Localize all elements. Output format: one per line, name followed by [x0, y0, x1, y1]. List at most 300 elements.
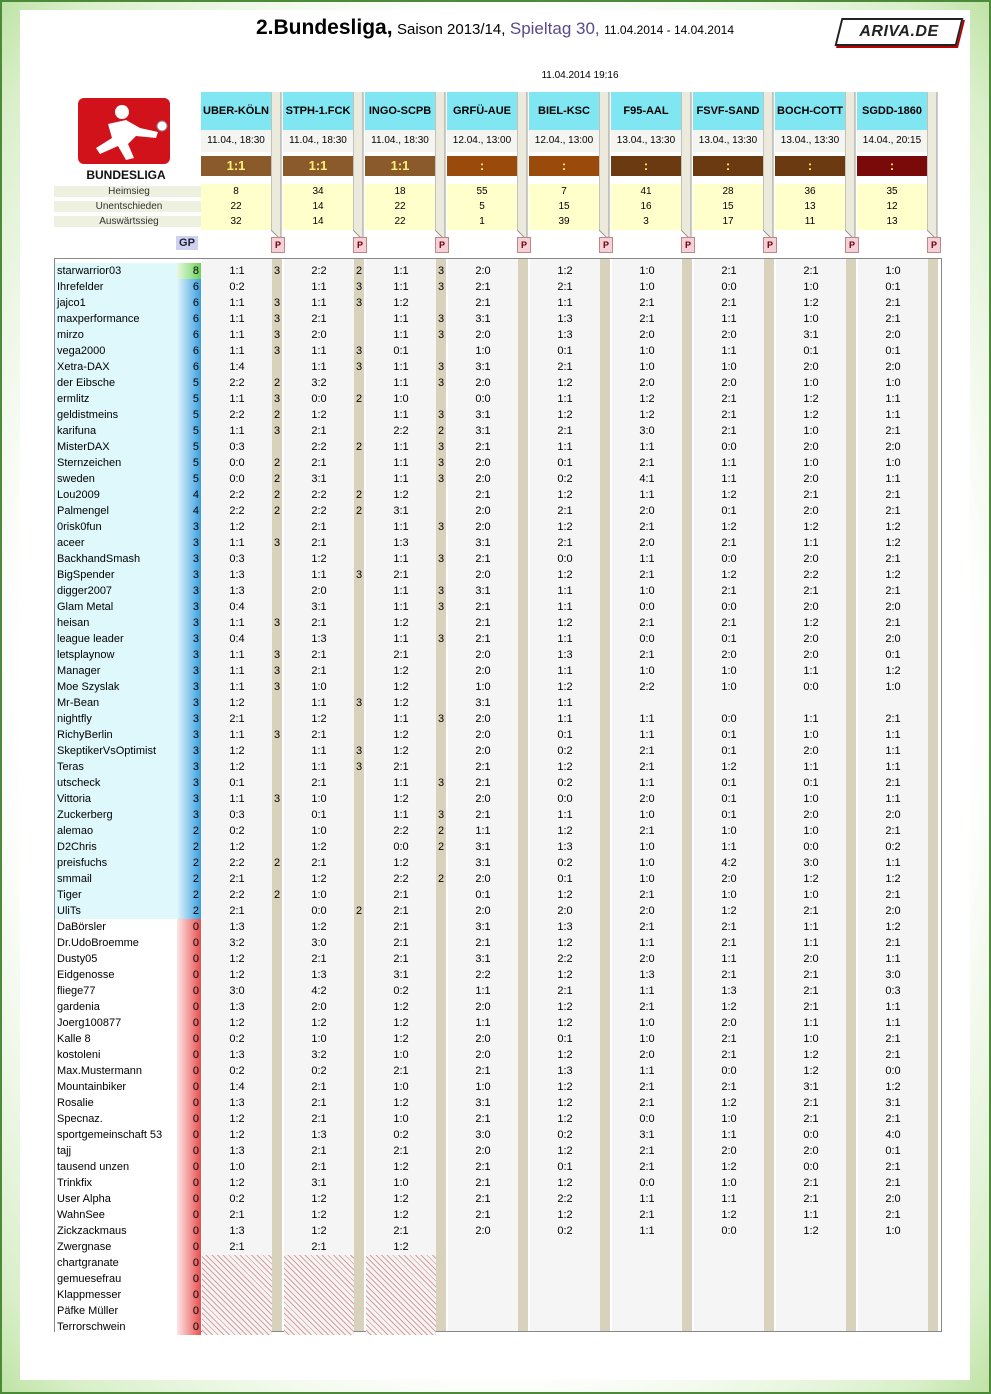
tip-cell: 2:1	[475, 777, 491, 789]
match-points-cell	[272, 1303, 282, 1319]
table-row[interactable]	[55, 935, 941, 951]
table-row[interactable]	[55, 407, 941, 423]
match-code[interactable]: UBER-KÖLN	[201, 92, 271, 130]
table-row[interactable]	[55, 1287, 941, 1303]
tip-cell: 1:2	[557, 1001, 573, 1013]
tip-cell	[858, 1287, 928, 1303]
tip-cell: 1:0	[639, 857, 655, 869]
match-points-cell	[436, 951, 446, 967]
match-points-cell: 3	[355, 297, 363, 309]
tip-cell: 1:2	[311, 1209, 327, 1221]
tip-cell: 2:1	[311, 617, 327, 629]
tip-cell: 1:1	[557, 809, 573, 821]
tip-cell	[776, 1303, 846, 1319]
tip-cell: 1:1	[885, 745, 901, 757]
match-code[interactable]: STPH-1.FCK	[283, 92, 353, 130]
match-points-cell	[436, 1063, 446, 1079]
match-code[interactable]: GRFÜ-AUE	[447, 92, 517, 130]
table-row[interactable]	[55, 727, 941, 743]
match-points-cell: 3	[437, 265, 445, 277]
match-points-cell: 3	[273, 297, 281, 309]
table-row[interactable]	[55, 711, 941, 727]
match-points-cell	[272, 951, 282, 967]
tip-cell: 1:2	[721, 1097, 737, 1109]
match-points-cell	[272, 583, 282, 599]
match-points-cell	[272, 631, 282, 647]
match-points-cell	[272, 551, 282, 567]
match-points-cell	[354, 967, 364, 983]
tip-cell: 1:1	[639, 729, 655, 741]
tip-cell: 1:3	[229, 585, 245, 597]
tip-cell: 1:0	[639, 345, 655, 357]
table-row[interactable]	[55, 375, 941, 391]
table-row[interactable]	[55, 1175, 941, 1191]
tip-cell: 2:1	[311, 1241, 327, 1253]
match-points-cell: 2	[273, 489, 281, 501]
player-name: mirzo	[55, 327, 177, 343]
player-points: 6	[177, 327, 201, 343]
match-code[interactable]: BOCH-COTT	[775, 92, 845, 130]
tip-cell	[776, 1239, 846, 1255]
tip-cell: 2:1	[803, 985, 819, 997]
match-points-cell	[354, 1191, 364, 1207]
match-points-cell: 3	[355, 761, 363, 773]
tip-cell: 1:2	[803, 873, 819, 885]
table-row[interactable]	[55, 679, 941, 695]
tip-cell: 3:2	[229, 937, 245, 949]
match-points-cell	[272, 359, 282, 375]
tip-cell: 1:2	[229, 1113, 245, 1125]
tip-cell: 3:1	[803, 1081, 819, 1093]
tip-cell: 1:1	[721, 953, 737, 965]
table-row[interactable]	[55, 583, 941, 599]
tip-cell: 2:1	[721, 537, 737, 549]
table-row[interactable]	[55, 663, 941, 679]
tip-cell: 2:0	[885, 441, 901, 453]
table-row[interactable]	[55, 823, 941, 839]
match-points-cell	[354, 1095, 364, 1111]
tip-cell: 2:1	[639, 1081, 655, 1093]
tip-cell: 2:2	[311, 441, 327, 453]
match-points-cell	[354, 1047, 364, 1063]
match-points-cell	[354, 871, 364, 887]
table-row[interactable]	[55, 631, 941, 647]
tip-cell: 1:2	[229, 1129, 245, 1141]
tip-cell: 2:1	[885, 617, 901, 629]
tip-cell: 2:1	[311, 457, 327, 469]
tip-cell: 0:1	[557, 729, 573, 741]
points-header: P	[435, 237, 449, 253]
table-row[interactable]	[55, 967, 941, 983]
tip-cell: 1:2	[557, 1081, 573, 1093]
table-row[interactable]	[55, 871, 941, 887]
tip-cell: 0:1	[721, 745, 737, 757]
match-points-cell: 2	[355, 265, 363, 277]
tip-cell	[858, 1271, 928, 1287]
tip-cell: 1:1	[311, 569, 327, 581]
tip-cell	[448, 1271, 518, 1287]
player-name: tajj	[55, 1143, 177, 1159]
match-points-cell: 2	[437, 841, 445, 853]
player-points: 0	[177, 1287, 201, 1303]
match-points-cell: 3	[273, 649, 281, 661]
match-stat-value: 28	[722, 186, 734, 197]
tip-cell: 0:0	[557, 553, 573, 565]
table-row[interactable]	[55, 839, 941, 855]
match-code[interactable]: INGO-SCPB	[365, 92, 435, 130]
player-points: 0	[177, 1159, 201, 1175]
tip-cell: 3:0	[803, 857, 819, 869]
match-points-cell: 3	[273, 393, 281, 405]
tip-cell: 2:1	[639, 617, 655, 629]
tip-cell: 3:1	[475, 921, 491, 933]
match-points-cell: 3	[273, 329, 281, 341]
tip-cell: 2:0	[311, 1001, 327, 1013]
table-row[interactable]	[55, 807, 941, 823]
table-row[interactable]	[55, 887, 941, 903]
ariva-logo[interactable]	[835, 18, 964, 46]
player-points: 3	[177, 679, 201, 695]
table-row[interactable]	[55, 903, 941, 919]
tip-cell: 2:1	[311, 537, 327, 549]
match-stat-value: 55	[476, 186, 488, 197]
tip-cell	[694, 1271, 764, 1287]
tip-cell: 0:1	[557, 345, 573, 357]
tip-cell: 1:1	[721, 345, 737, 357]
tip-cell: 2:1	[393, 1225, 409, 1237]
table-row[interactable]	[55, 775, 941, 791]
tip-cell: 1:2	[803, 1049, 819, 1061]
match-date: 11.04., 18:30	[365, 130, 435, 152]
tip-cell: 3:1	[311, 601, 327, 613]
table-row[interactable]	[55, 439, 941, 455]
table-row[interactable]	[55, 1207, 941, 1223]
table-row[interactable]	[55, 1063, 941, 1079]
tip-cell: 2:1	[475, 1113, 491, 1125]
tip-cell: 1:0	[639, 665, 655, 677]
points-header: P	[927, 237, 941, 253]
tip-cell: 1:1	[393, 809, 409, 821]
tip-cell: 1:2	[393, 489, 409, 501]
tip-cell: 1:2	[721, 1161, 737, 1173]
player-points: 3	[177, 711, 201, 727]
tip-cell: 1:3	[393, 537, 409, 549]
match-points-cell	[272, 823, 282, 839]
table-row[interactable]	[55, 759, 941, 775]
table-row[interactable]	[55, 1159, 941, 1175]
tip-cell: 2:1	[639, 889, 655, 901]
tip-cell: 0:3	[229, 441, 245, 453]
match-stat-value: 36	[804, 186, 816, 197]
player-points: 0	[177, 1303, 201, 1319]
player-points: 6	[177, 359, 201, 375]
tip-cell: 1:1	[229, 665, 245, 677]
player-points: 0	[177, 999, 201, 1015]
table-row[interactable]	[55, 311, 941, 327]
table-row[interactable]	[55, 1255, 941, 1271]
tip-cell: 1:2	[393, 793, 409, 805]
tip-cell: 1:2	[803, 521, 819, 533]
match-tip-stats	[693, 184, 763, 230]
table-row[interactable]	[55, 487, 941, 503]
match-code[interactable]: F95-AAL	[611, 92, 681, 130]
points-header: P	[271, 237, 285, 253]
tip-cell: 2:1	[639, 521, 655, 533]
tip-cell: 1:2	[885, 921, 901, 933]
match-code[interactable]: SGDD-1860	[857, 92, 927, 130]
match-stat-value: 35	[886, 186, 898, 197]
table-row[interactable]	[55, 855, 941, 871]
tip-cell: 1:0	[721, 1113, 737, 1125]
table-row[interactable]	[55, 1079, 941, 1095]
match-points-cell	[354, 679, 364, 695]
points-header: P	[763, 237, 777, 253]
tip-cell: 0:1	[557, 1033, 573, 1045]
tip-cell: 2:0	[885, 809, 901, 821]
tip-cell: 3:0	[311, 937, 327, 949]
tip-cell	[612, 1287, 682, 1303]
tip-cell: 2:2	[393, 825, 409, 837]
tip-cell: 1:1	[393, 265, 409, 277]
tip-cell: 2:1	[311, 777, 327, 789]
player-points: 0	[177, 1239, 201, 1255]
tip-cell: 2:0	[885, 361, 901, 373]
table-row[interactable]	[55, 1303, 941, 1319]
tip-cell: 2:2	[475, 969, 491, 981]
table-row[interactable]	[55, 567, 941, 583]
tip-cell: 2:0	[803, 473, 819, 485]
table-row[interactable]	[55, 1223, 941, 1239]
tip-cell: 1:1	[557, 297, 573, 309]
tip-cell: 0:1	[311, 809, 327, 821]
tip-cell: 0:2	[229, 1065, 245, 1077]
tip-cell: 2:0	[475, 1225, 491, 1237]
tip-cell: 3:1	[475, 537, 491, 549]
match-code[interactable]: BIEL-KSC	[529, 92, 599, 130]
points-header: P	[681, 237, 695, 253]
table-row[interactable]	[55, 1191, 941, 1207]
table-row[interactable]	[55, 1015, 941, 1031]
tip-cell: 2:0	[885, 633, 901, 645]
table-row[interactable]	[55, 1095, 941, 1111]
tip-cell: 1:1	[229, 297, 245, 309]
table-row[interactable]	[55, 951, 941, 967]
tip-cell: 1:2	[885, 521, 901, 533]
tip-cell: 0:1	[721, 809, 737, 821]
tip-cell: 1:0	[229, 1161, 245, 1173]
table-row[interactable]	[55, 1271, 941, 1287]
tip-cell: 1:0	[393, 1049, 409, 1061]
column-divider-arrow	[435, 92, 447, 247]
match-points-cell	[272, 1175, 282, 1191]
tip-cell: 2:0	[475, 473, 491, 485]
tip-cell: 0:0	[639, 633, 655, 645]
tip-cell: 1:1	[557, 441, 573, 453]
player-name: heisan	[55, 615, 177, 631]
table-row[interactable]	[55, 343, 941, 359]
player-name: starwarrior03	[55, 263, 177, 279]
match-points-cell	[436, 727, 446, 743]
tip-cell: 3:1	[639, 1129, 655, 1141]
match-tip-stats	[529, 184, 599, 230]
tip-cell: 1:2	[557, 1177, 573, 1189]
tip-cell: 2:0	[639, 953, 655, 965]
match-points-cell	[354, 1079, 364, 1095]
tip-cell	[612, 1239, 682, 1255]
tip-cell: 2:1	[229, 1209, 245, 1221]
tip-cell: 0:0	[803, 681, 819, 693]
table-row[interactable]	[55, 551, 941, 567]
player-points: 3	[177, 567, 201, 583]
match-points-cell	[354, 887, 364, 903]
tip-cell: 2:1	[639, 1097, 655, 1109]
match-points-cell: 2	[355, 905, 363, 917]
match-points-cell	[354, 631, 364, 647]
table-row[interactable]	[55, 1031, 941, 1047]
table-row[interactable]	[55, 519, 941, 535]
tip-cell: 1:3	[311, 969, 327, 981]
table-row[interactable]	[55, 327, 941, 343]
match-points-cell: 3	[273, 345, 281, 357]
table-row[interactable]	[55, 983, 941, 999]
tip-cell: 2:1	[557, 425, 573, 437]
tip-cell: 1:0	[393, 1081, 409, 1093]
tip-cell: 2:2	[311, 489, 327, 501]
tip-cell: 1:0	[311, 681, 327, 693]
tip-cell: 0:0	[721, 1225, 737, 1237]
match-stat-value: 8	[233, 186, 239, 197]
table-row[interactable]	[55, 647, 941, 663]
tip-cell: 1:2	[557, 489, 573, 501]
tip-cell: 1:1	[803, 937, 819, 949]
match-points-cell: 3	[437, 553, 445, 565]
table-row[interactable]	[55, 791, 941, 807]
match-score: :	[857, 156, 927, 176]
tip-cell: 1:3	[229, 1049, 245, 1061]
tip-cell: 2:0	[639, 537, 655, 549]
table-row[interactable]	[55, 919, 941, 935]
tip-cell: 2:0	[475, 1145, 491, 1157]
match-date: 11.04., 18:30	[283, 130, 353, 152]
tip-cell: 0:1	[721, 505, 737, 517]
tip-cell: 2:1	[639, 1145, 655, 1157]
match-tip-stats	[201, 184, 271, 230]
tip-cell: 1:3	[557, 841, 573, 853]
match-points-cell	[354, 951, 364, 967]
table-row[interactable]	[55, 695, 941, 711]
tip-cell: 3:0	[885, 969, 901, 981]
tip-cell: 1:3	[229, 1145, 245, 1157]
tip-cell: 1:1	[557, 713, 573, 725]
match-points-cell	[272, 1143, 282, 1159]
tip-cell: 1:1	[229, 649, 245, 661]
timestamp: 11.04.2014 19:16	[541, 70, 619, 81]
table-row[interactable]	[55, 1127, 941, 1143]
table-row[interactable]	[55, 535, 941, 551]
player-points: 0	[177, 1175, 201, 1191]
tip-cell: 1:1	[557, 601, 573, 613]
player-points: 6	[177, 311, 201, 327]
player-points: 5	[177, 455, 201, 471]
table-row[interactable]	[55, 503, 941, 519]
match-code[interactable]: FSVF-SAND	[693, 92, 763, 130]
tip-cell: 1:0	[803, 377, 819, 389]
tip-cell: 2:0	[803, 1145, 819, 1157]
match-points-cell	[436, 679, 446, 695]
match-points-cell	[436, 1111, 446, 1127]
table-row[interactable]	[55, 1239, 941, 1255]
match-points-cell: 2	[273, 505, 281, 517]
table-row[interactable]	[55, 1047, 941, 1063]
tip-cell: 2:2	[311, 265, 327, 277]
table-row[interactable]	[55, 1319, 941, 1335]
tip-cell: 1:0	[885, 1225, 901, 1237]
tip-cell: 2:1	[475, 761, 491, 773]
table-row[interactable]	[55, 1111, 941, 1127]
table-row[interactable]	[55, 295, 941, 311]
match-points-cell: 2	[437, 425, 445, 437]
tip-cell: 3:1	[475, 841, 491, 853]
table-row[interactable]	[55, 615, 941, 631]
tip-cell: 1:3	[557, 1065, 573, 1077]
tip-cell: 1:2	[557, 761, 573, 773]
table-row[interactable]	[55, 263, 941, 279]
tip-cell: 0:2	[229, 1033, 245, 1045]
player-points: 4	[177, 503, 201, 519]
table-row[interactable]	[55, 455, 941, 471]
match-points-cell: 2	[273, 857, 281, 869]
tip-cell: 1:1	[639, 441, 655, 453]
player-name: gardenia	[55, 999, 177, 1015]
table-row[interactable]	[55, 471, 941, 487]
tip-cell: 2:0	[475, 649, 491, 661]
tip-cell: 1:1	[885, 953, 901, 965]
table-row[interactable]	[55, 359, 941, 375]
tip-cell: 1:1	[639, 985, 655, 997]
match-points-cell: 3	[437, 281, 445, 293]
tip-cell	[612, 1303, 682, 1319]
match-points-cell: 3	[355, 281, 363, 293]
match-points-cell	[272, 711, 282, 727]
match-points-cell: 3	[437, 473, 445, 485]
tip-cell: 2:1	[885, 937, 901, 949]
table-row[interactable]	[55, 423, 941, 439]
tip-cell: 1:0	[803, 729, 819, 741]
tip-cell: 1:0	[475, 681, 491, 693]
table-row[interactable]	[55, 1143, 941, 1159]
table-row[interactable]	[55, 391, 941, 407]
player-name: Lou2009	[55, 487, 177, 503]
tip-cell: 2:1	[639, 1209, 655, 1221]
tip-cell: 2:1	[721, 1081, 737, 1093]
tip-cell: 2:0	[475, 521, 491, 533]
table-row[interactable]	[55, 999, 941, 1015]
tip-cell: 1:0	[803, 313, 819, 325]
tip-cell: 1:0	[885, 681, 901, 693]
tip-cell: 2:2	[229, 489, 245, 501]
table-row[interactable]	[55, 743, 941, 759]
table-row[interactable]	[55, 279, 941, 295]
match-points-cell	[272, 759, 282, 775]
tip-cell: 1:0	[721, 665, 737, 677]
match-points-cell	[354, 1287, 364, 1303]
table-row[interactable]	[55, 599, 941, 615]
player-points: 3	[177, 631, 201, 647]
match-points-cell	[354, 551, 364, 567]
player-name: Palmengel	[55, 503, 177, 519]
tip-cell: 1:0	[393, 1113, 409, 1125]
player-name: Manager	[55, 663, 177, 679]
